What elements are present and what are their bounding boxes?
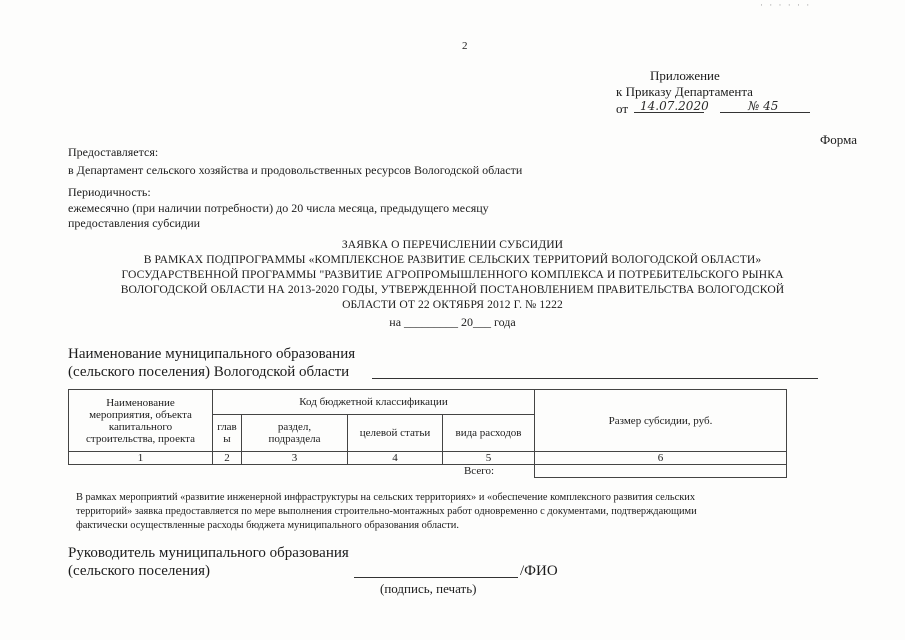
form-label: Форма (820, 132, 857, 147)
municipality-line2: (сельского поселения) Вологодской области (68, 364, 350, 380)
municipality-line1: Наименование муниципального образования (68, 346, 356, 362)
periodicity-line1: ежемесячно (при наличии потребности) до 20 числа месяца, предыдущего месяцу (68, 201, 489, 215)
appendix-title: Приложение (650, 68, 720, 83)
appendix-line2: к Приказу Департамента (616, 84, 753, 99)
heading-line1: ЗАЯВКА О ПЕРЕЧИСЛЕНИИ СУБСИДИИ (341, 238, 564, 251)
header-chapter: глав ы (213, 415, 242, 452)
total-label: Всего: (69, 465, 535, 478)
municipality-field[interactable] (372, 378, 818, 379)
total-amount-cell[interactable] (535, 465, 787, 478)
col-number-4: 4 (348, 452, 443, 465)
heading-line5: ОБЛАСТИ ОТ 22 ОКТЯБРЯ 2012 Г. № 1222 (342, 298, 563, 311)
page-number: 2 (462, 40, 468, 52)
header-budget-code: Код бюджетной классификации (213, 390, 535, 415)
scan-marks: · · · · · · (760, 0, 812, 10)
header-target-item: целевой статьи (348, 415, 443, 452)
signature-caption: (подпись, печать) (380, 581, 477, 596)
col-number-2: 2 (213, 452, 242, 465)
appendix-number: № 45 (748, 99, 779, 113)
signature-fio: /ФИО (520, 563, 558, 579)
signature-line2: (сельского поселения) (68, 563, 211, 579)
header-expense-type: вида расходов (443, 415, 535, 452)
appendix-from-label: от (616, 101, 629, 116)
signature-line1: Руководитель муниципального образования (68, 545, 349, 561)
col-number-5: 5 (443, 452, 535, 465)
heading-line3: ГОСУДАРСТВЕННОЙ ПРОГРАММЫ "РАЗВИТИЕ АГРОПРОМЫШЛЕННОГО КОМПЛЕКСА И ПОТРЕБИТЕЛЬСКОГО РЫНКА (121, 268, 784, 281)
heading-period: на _________ 20___ года (389, 315, 516, 329)
heading-line4: ВОЛОГОДСКОЙ ОБЛАСТИ НА 2013-2020 ГОДЫ, УТВЕРЖДЕННОЙ ПОСТАНОВЛЕНИЕМ ПРАВИТЕЛЬСТВА ВОЛОГОДСКОЙ (120, 283, 785, 296)
note-line1: В рамках мероприятий «развитие инженерной инфраструктуры на сельских территориях» и «обеспечение комплексного развития сельских (76, 492, 696, 503)
periodicity-line2: предоставления субсидии (68, 216, 201, 230)
header-section: раздел, подраздела (242, 415, 348, 452)
periodicity-label: Периодичность: (68, 185, 151, 199)
subsidy-table (68, 389, 787, 478)
col-number-6: 6 (535, 452, 787, 465)
col-number-3: 3 (242, 452, 348, 465)
appendix-date: 14.07.2020 (640, 99, 709, 113)
heading-line2: В РАМКАХ ПОДПРОГРАММЫ «КОМПЛЕКСНОЕ РАЗВИТИЕ СЕЛЬСКИХ ТЕРРИТОРИЙ ВОЛОГОДСКОЙ ОБЛАСТИ» (143, 253, 762, 266)
header-amount: Размер субсидии, руб. (535, 390, 787, 452)
provided-value: в Департамент сельского хозяйства и продовольственных ресурсов Вологодской области (68, 163, 523, 177)
header-name: Наименование мероприятия, объекта капитального строительства, проекта (69, 390, 213, 452)
provided-label: Предоставляется: (68, 145, 159, 159)
note-line2: территорий» заявка предоставляется по мере выполнения строительно-монтажных работ одновременно с документами, подтверждающими (76, 506, 697, 517)
col-number-1: 1 (69, 452, 213, 465)
signature-field[interactable] (354, 577, 518, 578)
note-line3: фактически осуществленные расходы бюджета муниципального образования области. (76, 520, 459, 531)
